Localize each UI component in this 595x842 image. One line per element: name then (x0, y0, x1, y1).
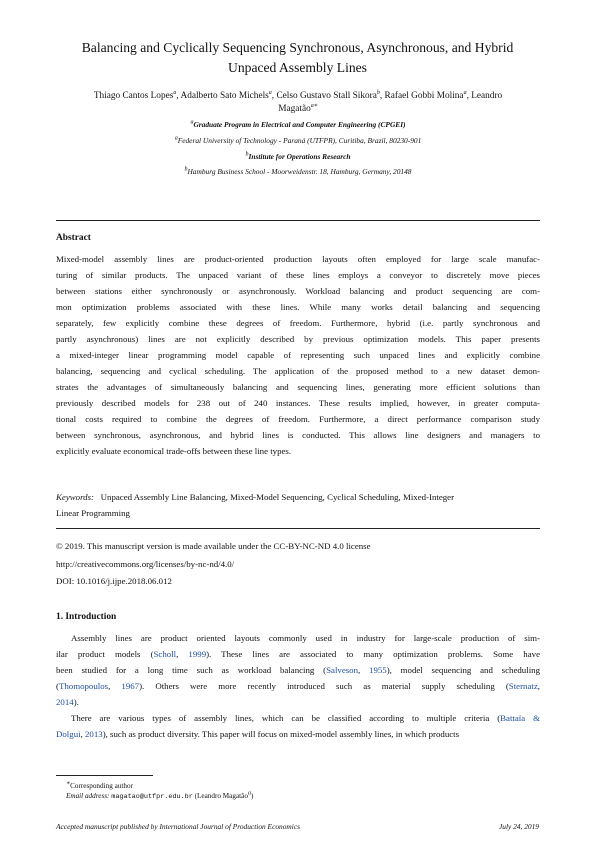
paragraph-text: Assembly lines are product oriented layouts commonly used in industry for large-scale production of sim- (71, 633, 540, 643)
abstract-line: balancing, sequencing and cyclical scheduling. The application of the proposed method to a new dataset demon- (56, 366, 540, 376)
affiliation: $^a$Federal University of Technology - Paraná (UTFPR), Curitiba, Brazil, 80230-901 (174, 135, 422, 145)
abstract-line: partly asynchronous) lines are not explicitly described by previous optimization models. This paper presents (56, 334, 540, 344)
author-name: , Celso Gustavo Stall Sikora (271, 91, 377, 101)
citation-link[interactable]: Salveson (326, 665, 359, 675)
paragraph-text: , (80, 729, 85, 739)
paragraph-text: , (176, 649, 189, 659)
abstract-line: mon optimization problems associated with these lines. While many works detail balancing and sequencing (56, 302, 540, 312)
footer-date: July 24, 2019 (498, 822, 539, 831)
author-name: Magatão (278, 104, 311, 114)
abstract-line: strates the advantages of simultaneously balancing and sequencing lines, generating more efficient solutions than (56, 382, 540, 392)
paragraph-text: ). (73, 697, 79, 707)
citation-link[interactable]: Sternatz (508, 681, 538, 691)
paragraph-text: ilar product models ( (56, 649, 154, 659)
paragraph-text: There are various types of assembly lines, which can be classified according to multiple criteria ( (71, 713, 501, 723)
citation-link[interactable]: 2013 (85, 729, 103, 739)
paragraph-text: , (108, 681, 122, 691)
paragraph-line (56, 630, 540, 646)
paragraph-line (56, 646, 540, 662)
citation-link[interactable]: 1955 (369, 665, 387, 675)
abstract-top-rule (56, 220, 540, 221)
affiliation: $^b$Institute for Operations Research (245, 151, 351, 161)
footnote-corresponding: ∗Corresponding author (66, 780, 133, 790)
citation-link[interactable]: Thomopoulos (58, 681, 109, 691)
citation-link[interactable]: Battaïa & (500, 713, 540, 723)
paragraph-text: , (537, 681, 540, 691)
license-notice: © 2019. This manuscript version is made available under the CC-BY-NC-ND 4.0 license (56, 541, 371, 551)
intro-paragraph-2 (56, 710, 540, 742)
abstract-line: a mixed-integer linear programming model capable of representing such unpaced lines and explicitly combine (56, 350, 540, 360)
abstract-line: Mixed-model assembly lines are product-oriented production layouts often employed for large scale manufac- (56, 254, 540, 264)
keywords-text: Unpaced Assembly Line Balancing, Mixed-Model Sequencing, Cyclical Scheduling, Mixed-Integer (100, 492, 455, 502)
paragraph-line (56, 678, 540, 694)
abstract-body (56, 251, 540, 459)
citation-link[interactable]: Dolgui (56, 729, 81, 739)
citation-link[interactable]: 1999 (188, 649, 207, 659)
keywords-text: Linear Programming (56, 508, 130, 518)
paragraph-text: ). These lines are associated to many optimization problems. Some have (206, 649, 540, 659)
paragraph-line (56, 662, 540, 678)
abstract-heading: Abstract (56, 233, 91, 243)
author-name: , Leandro (466, 91, 503, 101)
citation-link[interactable]: Scholl (153, 649, 177, 659)
author-name: , Rafael Gobbi Molina (379, 91, 464, 101)
author-list: Thiago Cantos Lopes$^a$, Adalberto Sato Michels$^a$, Celso Gustavo Stall Sikora$^b$, Rafael Gobbi Molina$^a$, Leandro Magatão$^{a∗}$ (93, 89, 503, 114)
paragraph-text: ). Others were more recently introduced such as material supply scheduling ( (139, 681, 509, 691)
author-name: Thiago Cantos Lopes (93, 91, 174, 101)
affiliation: $^b$Hamburg Business School - Moorweidenstr. 18, Hamburg, Germany, 20148 (184, 166, 412, 176)
footer-journal: Accepted manuscript published by International Journal of Production Economics (56, 822, 300, 831)
abstract-bottom-rule (56, 528, 540, 529)
keywords (56, 489, 540, 521)
abstract-line: explicitly evaluate economical trade-offs between these line types. (56, 446, 292, 456)
abstract-line: between stations either synchronously or asynchronously. Workload balancing and product sequencing are com- (56, 286, 540, 296)
paragraph-text: ( (56, 681, 59, 691)
abstract-line: previously described models for 238 out of 240 instances. These results implied, however, in greater computa- (56, 398, 540, 408)
section-heading: 1. Introduction (56, 612, 117, 622)
title-line-1: Balancing and Cyclically Sequencing Synchronous, Asynchronous, and Hybrid (81, 40, 514, 55)
paragraph-text: ), such as product diversity. This paper will focus on mixed-model assembly lines, in which products (102, 729, 460, 739)
doi[interactable]: DOI: 10.1016/j.ijpe.2018.06.012 (56, 576, 172, 586)
paragraph-line (56, 710, 540, 726)
paragraph-line (56, 726, 540, 742)
author-name: , Adalberto Sato Michels (176, 91, 269, 101)
footnote-email: Email address: magatao@utfpr.edu.br (Leandro Magatão$^a$) (66, 790, 254, 801)
paragraph-text: been studied for a long time such as workload balancing ( (56, 665, 327, 675)
keywords-label: Keywords: (56, 492, 94, 502)
citation-link[interactable]: 1967 (121, 681, 140, 691)
license-url[interactable]: http://creativecommons.org/licenses/by-nc-nd/4.0/ (56, 559, 235, 569)
paragraph-text: , (358, 665, 370, 675)
paragraph-text: ), model sequencing and scheduling (386, 665, 540, 675)
paper-title (40, 38, 555, 78)
abstract-line: turing of similar products. The unpaced variant of these lines employs a conveyor to discretely move pieces (56, 270, 540, 280)
paragraph-line (56, 694, 540, 710)
email-link[interactable]: magatao@utfpr.edu.br (111, 793, 193, 801)
intro-paragraph-1 (56, 630, 540, 710)
affiliation: $^a$Graduate Program in Electrical and Computer Engineering (CPGEI) (190, 119, 406, 129)
abstract-line: tional costs required to combine the degrees of freedom. Furthermore, a direct performance comparison study (56, 414, 540, 424)
citation-link[interactable]: 2014 (56, 697, 74, 707)
abstract-line: between synchronous, asynchronous, and hybrid lines is conducted. This allows line designers and managers to (56, 430, 540, 440)
title-line-2: Unpaced Assembly Lines (228, 60, 367, 75)
abstract-line: separately, few explicitly combine these degrees of freedom. Furthermore, hybrid (i.e. partly synchronous and (56, 318, 540, 328)
footnote-rule (56, 775, 153, 776)
